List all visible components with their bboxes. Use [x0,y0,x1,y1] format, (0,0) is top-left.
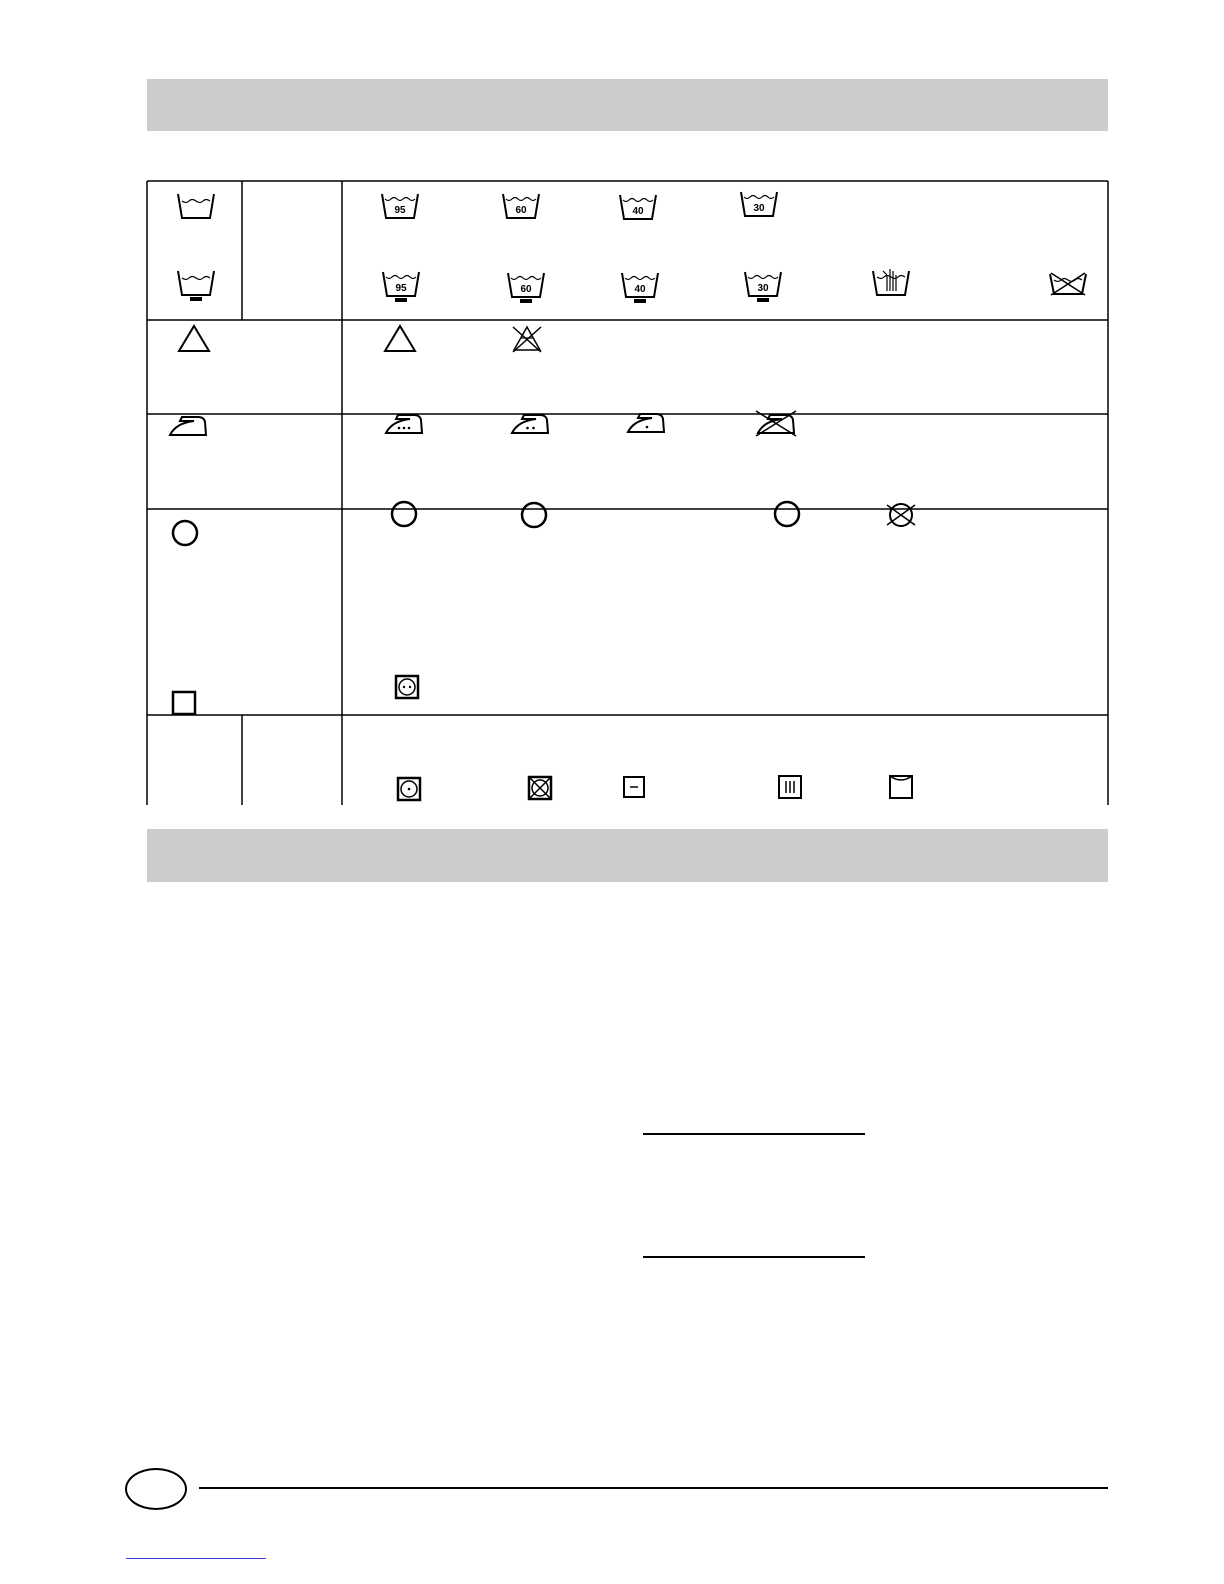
drying-square-icon [173,692,195,714]
dry-flat-icon [624,777,644,797]
svg-text:60: 60 [515,205,527,216]
wash-60-icon [503,194,539,218]
svg-text:30: 30 [757,283,769,294]
dry-clean-f-icon [775,502,799,526]
wash-40-icon [620,195,656,219]
tumble-dry-icon [398,778,420,800]
no-tumble-dry-icon [529,777,551,799]
drip-dry-icon [779,776,801,798]
iron-high-icon [386,415,422,433]
wash-30-icon [741,192,777,216]
svg-text:40: 40 [632,206,644,217]
wash-30-gentle-icon [745,272,781,302]
svg-text:95: 95 [395,283,407,294]
iron-medium-icon [512,415,548,433]
bleach-allowed-icon [385,326,415,351]
svg-text:95: 95 [394,205,406,216]
washtub-gentle-icon [178,271,214,301]
link-underline [126,1558,266,1559]
no-bleach-icon [513,327,541,352]
iron-low-icon [628,414,664,432]
divider-line [643,1133,865,1135]
wash-95-gentle-icon [383,272,419,302]
section-band [147,829,1108,882]
svg-text:30: 30 [753,203,765,214]
wash-60-gentle-icon [508,273,544,303]
iron-icon [170,417,206,435]
dry-clean-circle-icon [173,521,197,545]
no-dry-clean-icon [887,504,915,526]
svg-text:60: 60 [520,284,532,295]
wash-95-icon [382,194,418,218]
dry-clean-p-icon [522,503,546,527]
table-grid [147,181,1108,805]
wash-40-gentle-icon [622,273,658,303]
bleach-triangle-icon [179,326,209,351]
footer-rule [199,1487,1108,1489]
dry-clean-any-icon [392,502,416,526]
tumble-dry-high-icon [396,676,418,698]
no-iron-icon [756,411,796,436]
line-dry-icon [890,776,912,798]
do-not-wash-icon [1050,273,1086,295]
hand-wash-icon [873,269,909,295]
page-number-oval [125,1468,187,1510]
washtub-icon [178,194,214,218]
svg-text:40: 40 [634,284,646,295]
divider-line [643,1256,865,1258]
